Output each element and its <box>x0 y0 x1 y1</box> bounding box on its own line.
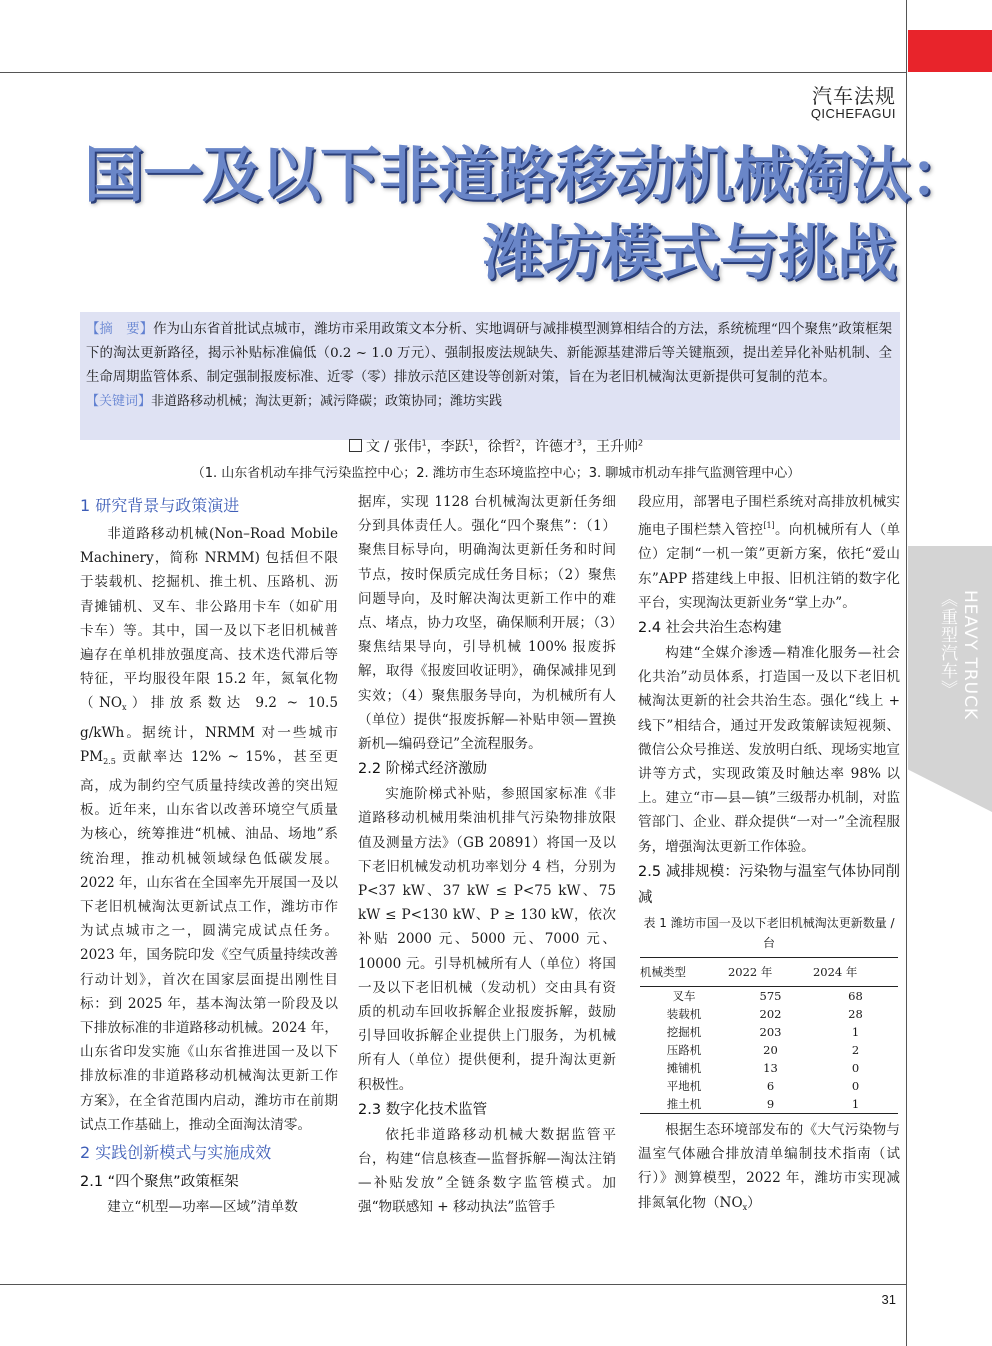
text: 段应用，部署电子围栏系统对高排放机械实施电子围栏禁入管控 <box>638 494 900 539</box>
table-cell: 推土机 <box>640 1095 728 1114</box>
citation: [1] <box>763 521 775 531</box>
table-cell: 203 <box>759 1025 782 1040</box>
table-cell: 0 <box>851 1061 860 1076</box>
paragraph <box>80 522 338 1137</box>
subscript: 2.5 <box>103 756 116 766</box>
text: 根据生态环境部发布的《大气污染物与温室气体融合排放清单编制技术指南（试行）》测算模型，2022 年，潍坊市实现减排氮氧化物（NO <box>638 1122 900 1211</box>
text: ）排放系数达 9.2 ~ 10.5 g/kWh。据统计，NRMM 对一些城市 PM <box>80 695 338 765</box>
author-name: 王升帅 <box>595 439 638 455</box>
heading-2-2: 2.2 阶梯式经济激励 <box>358 761 488 778</box>
column-1 <box>80 490 338 1219</box>
paragraph: 实施阶梯式补贴，参照国家标准《非道路移动机械用柴油机排气污染物排放限值及测量方法》（GB 20891）将国一及以下老旧机械发动机功率划分 4 档，分别为 P<37 kW、37 kW ≤ P<75 kW、75 kW ≤ P<130 kW、P ≥ 130 kW，依次补贴 2000 元、5000 元、7000 元、10000 元。引导机械所有人（单位）将国一及以下老旧机械（发动机）交由具有资质的机动车回收拆解企业报废拆解，鼓励引导回收拆解企业提供上门服务，为机械所有人（单位）提供便利，提升淘汰更新积极性。 <box>358 786 616 1093</box>
paragraph: 建立“机型—功率—区域”清单数 <box>107 1199 298 1216</box>
column-2 <box>358 490 616 1220</box>
table-row <box>640 1095 898 1114</box>
section-title: 汽车法规 <box>812 84 896 108</box>
affiliations: （1. 山东省机动车排气污染监控中心；2. 潍坊市生态环境监控中心；3. 聊城市机动车排气监测管理中心） <box>191 466 801 481</box>
table-header: 2022 年 <box>728 957 813 986</box>
heading-1: 1 研究背景与政策演进 <box>80 496 240 515</box>
author-name: 张伟 <box>393 439 422 455</box>
abstract-box <box>80 312 900 440</box>
text: 非道路移动机械(Non–Road Mobile Machinery，简称 NRMM) 包括但不限于装载机、挖掘机、推土机、压路机、沥青摊铺机、叉车、非公路用卡车（如矿用卡车）等。其中，国一及以下老旧机械普遍存在单机排放强度高、技术迭代滞后等特征，平均服役年限 15.2 年，氮氧化物（NO <box>80 526 338 712</box>
table-cell: 9 <box>728 1095 813 1114</box>
heading-2-5: 2.5 减排规模：污染物与温室气体协同削减 <box>638 863 900 906</box>
abstract-label: 【摘 要】 <box>86 322 154 337</box>
header-rule <box>0 72 906 73</box>
author-name: 徐哲 <box>487 439 516 455</box>
table-cell: 1 <box>813 1095 898 1114</box>
page-number: 31 <box>881 1292 896 1307</box>
table-cell: 装载机 <box>666 1007 702 1022</box>
journal-name-en: HEAVY TRUCK <box>960 590 980 721</box>
table-caption: 表 1 潍坊市国一及以下老旧机械淘汰更新数量 / 台 <box>643 915 895 950</box>
author-sup: 1 <box>421 438 427 448</box>
square-bullet-icon <box>349 439 362 452</box>
heading-2-4: 2.4 社会共治生态构建 <box>638 620 782 637</box>
paragraph: 依托非道路移动机械大数据监管平台，构建“信息核查—监督拆解—淘汰注销—补贴发放”全链条数字监管模式。加强“物联感知 + 移动执法”监管手 <box>358 1126 616 1216</box>
table-row <box>640 987 898 1006</box>
table-cell: 平地机 <box>666 1079 702 1094</box>
table-cell: 压路机 <box>666 1043 702 1058</box>
subscript: x <box>122 703 127 713</box>
table-cell: 28 <box>848 1007 863 1022</box>
paragraph: 据库，实现 1128 台机械淘汰更新任务细分到具体责任人。强化“四个聚焦”：（1）聚焦目标导向，明确淘汰更新任务和时间节点，按时保质完成任务目标；（2）聚焦问题导向，及时解决淘汰更新工作中的难点、堵点，协力攻坚，确保顺利开展；（3）聚焦结果导向，引导机械 100% 报废拆解，取得《报废回收证明》，确保减排见到实效；（4）聚焦服务导向，为机械所有人（单位）提供“报废拆解—补贴申领—置换新机—编码登记”全流程服务。 <box>358 494 616 753</box>
table-cell: 575 <box>759 989 782 1004</box>
table-cell: 68 <box>848 989 863 1004</box>
article-title-line2: 潍坊模式与挑战 <box>483 219 896 289</box>
table-row <box>640 1059 898 1077</box>
author-sup: 1 <box>468 438 474 448</box>
article-title-line1: 国一及以下非道路移动机械淘汰： <box>84 141 969 211</box>
author-sup: 2 <box>515 438 521 448</box>
table-row <box>640 1023 898 1041</box>
table-cell: 13 <box>763 1061 778 1076</box>
paragraph <box>638 1118 900 1220</box>
red-section-tab <box>908 30 992 72</box>
subscript: x <box>742 1202 748 1212</box>
journal-side-label <box>920 590 980 790</box>
keywords <box>86 392 892 412</box>
text: ） <box>747 1194 761 1211</box>
data-table <box>640 957 898 1114</box>
table-header: 机械类型 <box>640 957 728 986</box>
author-sup: 2 <box>637 438 644 448</box>
journal-name-zh: 《重型汽车》 <box>937 590 957 698</box>
table-cell: 20 <box>763 1043 778 1058</box>
heading-2-3: 2.3 数字化技术监管 <box>358 1101 488 1118</box>
section-title-en: QICHEFAGUI <box>810 106 896 121</box>
table-cell: 0 <box>851 1079 860 1094</box>
abstract-paragraph <box>86 318 892 390</box>
table-header-row <box>640 957 898 986</box>
paragraph: 构建“全媒介渗透—精准化服务—社会化共治”动员体系，打造国一及以下老旧机械淘汰更新的社会共治生态。强化“线上 + 线下”相结合，通过开发政策解读短视频、微信公众号推送、发放明白纸、现场实地宣讲等方式，实现政策及时触达率 98% 以上。建立“市—县—镇”三级帮办机制，对监管部门、企业、群众提供“一对一”全流程服务，增强淘汰更新工作体验。 <box>638 645 900 855</box>
author-name: 许德才 <box>534 439 577 455</box>
table-cell: 2 <box>851 1043 860 1058</box>
author-name: 李跃 <box>440 439 469 455</box>
heading-2-main: 2 实践创新模式与实施成效 <box>80 1143 272 1163</box>
table-cell: 挖掘机 <box>666 1025 702 1040</box>
table-row <box>640 1041 898 1059</box>
keywords-text: 非道路移动机械；淘汰更新；减污降碳；政策协同；潍坊实践 <box>151 394 503 409</box>
table-cell: 叉车 <box>672 989 696 1004</box>
heading-2-1: 2.1 “四个聚焦”政策框架 <box>80 1174 239 1191</box>
table-cell: 6 <box>766 1079 775 1094</box>
abstract-text: 作为山东省首批试点城市，潍坊市采用政策文本分析、实地调研与减排模型测算相结合的方法，系统梳理“四个聚焦”政策框架下的淘汰更新路径，揭示补贴标准偏低（0.2 ~ 1.0 万元）、强制报废法规缺失、新能源基建滞后等关键瓶颈，提出差异化补贴机制、全生命周期监管体系、制定强制报废标准、近零（零）排放示范区建设等创新对策，旨在为老旧机械淘汰更新提供可复制的范本。 <box>86 322 893 385</box>
author-prefix: 文 / <box>365 439 394 455</box>
table-cell: 202 <box>759 1007 782 1022</box>
table-cell: 摊铺机 <box>666 1061 702 1076</box>
column-3 <box>638 490 900 1220</box>
table-cell: 1 <box>851 1025 860 1040</box>
table-row <box>640 1077 898 1095</box>
paragraph <box>638 490 900 615</box>
author-sup: 3 <box>576 438 582 448</box>
table-row <box>640 1005 898 1023</box>
author-line: 文 / 张伟$^1$，李跃$^1$，徐哲$^2$，许德才$^3$，王升帅$^2$ <box>0 436 992 456</box>
keywords-label: 【关键词】 <box>86 394 152 409</box>
text: 贡献率达 12% ~ 15%，甚至更高，成为制约空气质量持续改善的突出短板。近年来，山东省以改善环境空气质量为核心，统筹推进“机械、油品、场地”系统治理，推动机械领域绿色低碳发展。2022 年，山东省在全国率先开展国一及以下老旧机械淘汰更新试点工作，潍坊市作为试点城市之一，圆满完成试点任务。2023 年，国务院印发《空气质量持续改善行动计划》，首次在国家层面提出刚性目标：到 2025 年，基本淘汰第一阶段及以下排放标准的非道路移动机械。2024 年，山东省印发实施《山东省推进国一及以下排放标准的非道路移动机械淘汰更新工作方案》，在全省范围内启动，潍坊市在前期试点工作基础上，推动全面淘汰清零。 <box>80 748 338 1133</box>
footer-rule <box>0 1284 906 1285</box>
table-header: 2024 年 <box>813 957 898 986</box>
text: 。向机械所有人（单位）定制“一机一策”更新方案，依托“爱山东”APP 搭建线上申报、旧机注销的数字化平台，实现淘汰更新业务“掌上办”。 <box>638 522 900 611</box>
